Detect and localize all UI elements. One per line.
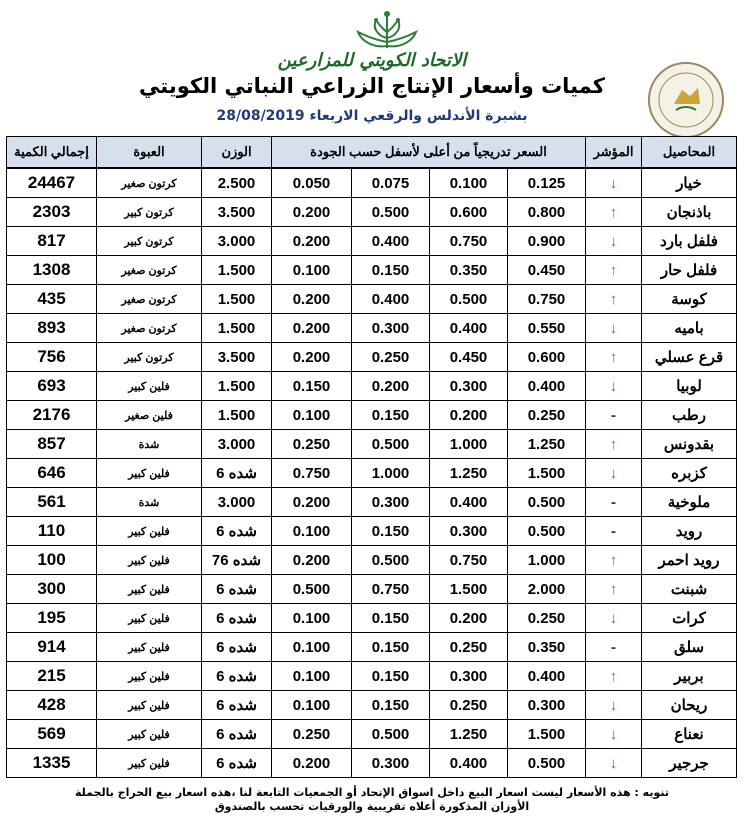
price-grade-2-cell: 0.250 — [430, 691, 508, 720]
price-grade-1-cell: 0.450 — [508, 256, 586, 285]
price-grade-1-cell: 1.500 — [508, 720, 586, 749]
crop-name-cell: لوبيا — [642, 372, 737, 401]
total-quantity-cell: 569 — [7, 720, 97, 749]
weight-cell: 6 شده — [202, 691, 272, 720]
crop-name-cell: كوسة — [642, 285, 737, 314]
price-grade-2-cell: 0.200 — [430, 401, 508, 430]
price-grade-1-cell: 0.300 — [508, 691, 586, 720]
price-grade-2-cell: 0.300 — [430, 517, 508, 546]
price-grade-1-cell: 0.750 — [508, 285, 586, 314]
package-cell: شدة — [97, 430, 202, 459]
crop-name-cell: بربير — [642, 662, 737, 691]
price-grade-3-cell: 0.250 — [352, 343, 430, 372]
table-row — [7, 691, 737, 720]
table-row — [7, 459, 737, 488]
weight-cell: 3.000 — [202, 430, 272, 459]
crop-name-cell: كزبره — [642, 459, 737, 488]
weight-cell: 3.000 — [202, 227, 272, 256]
price-grade-3-cell: 0.500 — [352, 720, 430, 749]
package-cell: فلين كبير — [97, 691, 202, 720]
price-grade-2-cell: 1.000 — [430, 430, 508, 459]
header-package: العبوة — [97, 137, 202, 169]
header-indicator: المؤشر — [586, 137, 642, 169]
table-row — [7, 227, 737, 256]
table-row — [7, 546, 737, 575]
price-grade-4-cell: 0.100 — [272, 633, 352, 662]
total-quantity-cell: 893 — [7, 314, 97, 343]
weight-cell: 6 شده — [202, 720, 272, 749]
weight-cell: 6 شده — [202, 604, 272, 633]
trend-indicator-icon: ↑ — [586, 662, 642, 691]
crop-name-cell: رويد — [642, 517, 737, 546]
package-cell: كرتون كبير — [97, 227, 202, 256]
crop-name-cell: باميه — [642, 314, 737, 343]
crop-name-cell: بقدونس — [642, 430, 737, 459]
trend-indicator-icon: ↑ — [586, 343, 642, 372]
price-grade-4-cell: 0.100 — [272, 517, 352, 546]
crop-name-cell: رويد احمر — [642, 546, 737, 575]
footer-note-line-1: تنويه : هذه الأسعار ليست اسعار البيع داخل اسواق الإتحاد أو الجمعيات التابعة لنا ،هذه اسعار بيع الحراج بالجملة — [75, 786, 669, 799]
crop-name-cell: قرع عسلي — [642, 343, 737, 372]
trend-indicator-icon: ↓ — [586, 720, 642, 749]
footer-note — [0, 786, 744, 814]
table-row — [7, 372, 737, 401]
trend-indicator-icon: ↑ — [586, 285, 642, 314]
package-cell: فلين كبير — [97, 720, 202, 749]
table-row — [7, 401, 737, 430]
price-grade-2-cell: 1.500 — [430, 575, 508, 604]
price-grade-4-cell: 0.100 — [272, 662, 352, 691]
weight-cell: 3.500 — [202, 343, 272, 372]
price-grade-4-cell: 0.200 — [272, 546, 352, 575]
table-row — [7, 749, 737, 778]
total-quantity-cell: 110 — [7, 517, 97, 546]
price-grade-2-cell: 0.750 — [430, 546, 508, 575]
price-grade-1-cell: 0.500 — [508, 749, 586, 778]
trend-indicator-icon: ↓ — [586, 372, 642, 401]
header-crop: المحاصيل — [642, 137, 737, 169]
package-cell: فلين كبير — [97, 749, 202, 778]
table-row — [7, 343, 737, 372]
total-quantity-cell: 1335 — [7, 749, 97, 778]
package-cell: فلين كبير — [97, 372, 202, 401]
price-grade-3-cell: 0.500 — [352, 546, 430, 575]
footer-note-line-2: الأوزان المذكورة أعلاه تقريبية والورقيات تحسب بالصندوق — [214, 800, 530, 813]
price-grade-3-cell: 0.300 — [352, 488, 430, 517]
package-cell: فلين كبير — [97, 662, 202, 691]
total-quantity-cell: 100 — [7, 546, 97, 575]
header-price: السعر تدريجياً من أعلى لأسفل حسب الجودة — [272, 137, 586, 169]
header-total-quantity: إجمالي الكمية — [7, 137, 97, 169]
price-grade-1-cell: 0.400 — [508, 662, 586, 691]
price-grade-1-cell: 0.400 — [508, 372, 586, 401]
package-cell: فلين كبير — [97, 575, 202, 604]
package-cell: فلين كبير — [97, 604, 202, 633]
price-grade-2-cell: 0.400 — [430, 314, 508, 343]
total-quantity-cell: 756 — [7, 343, 97, 372]
price-grade-4-cell: 0.050 — [272, 168, 352, 198]
page-title: كميات وأسعار الإنتاج الزراعي النباتي الكويتي — [139, 74, 605, 98]
table-row — [7, 633, 737, 662]
price-grade-3-cell: 0.150 — [352, 256, 430, 285]
table-row — [7, 662, 737, 691]
price-grade-4-cell: 0.200 — [272, 285, 352, 314]
total-quantity-cell: 817 — [7, 227, 97, 256]
weight-cell: 3.500 — [202, 198, 272, 227]
price-grade-4-cell: 0.100 — [272, 401, 352, 430]
weight-cell: 6 شده — [202, 662, 272, 691]
table-row — [7, 720, 737, 749]
crop-name-cell: كرات — [642, 604, 737, 633]
price-grade-2-cell: 0.750 — [430, 227, 508, 256]
price-grade-2-cell: 0.400 — [430, 488, 508, 517]
crop-name-cell: خيار — [642, 168, 737, 198]
table-row — [7, 256, 737, 285]
trend-indicator-icon: - — [586, 401, 642, 430]
weight-cell: 6 شده — [202, 633, 272, 662]
price-grade-1-cell: 0.550 — [508, 314, 586, 343]
trend-indicator-icon: ↓ — [586, 227, 642, 256]
price-grade-3-cell: 0.300 — [352, 749, 430, 778]
header-weight: الوزن — [202, 137, 272, 169]
price-grade-3-cell: 0.150 — [352, 604, 430, 633]
total-quantity-cell: 24467 — [7, 168, 97, 198]
total-quantity-cell: 561 — [7, 488, 97, 517]
report-date-subtitle: بشبرة الأندلس والرقعي الاربعاء 28/08/2019 — [216, 108, 528, 124]
price-grade-2-cell: 0.350 — [430, 256, 508, 285]
floral-ornament-icon — [352, 8, 422, 52]
table-row — [7, 575, 737, 604]
weight-cell: 6 شده — [202, 459, 272, 488]
total-quantity-cell: 693 — [7, 372, 97, 401]
crop-name-cell: سلق — [642, 633, 737, 662]
trend-indicator-icon: ↓ — [586, 604, 642, 633]
trend-indicator-icon: ↓ — [586, 749, 642, 778]
price-grade-3-cell: 0.200 — [352, 372, 430, 401]
price-grade-2-cell: 1.250 — [430, 459, 508, 488]
total-quantity-cell: 2176 — [7, 401, 97, 430]
total-quantity-cell: 428 — [7, 691, 97, 720]
price-grade-4-cell: 0.100 — [272, 691, 352, 720]
total-quantity-cell: 215 — [7, 662, 97, 691]
price-grade-3-cell: 1.000 — [352, 459, 430, 488]
table-row — [7, 517, 737, 546]
trend-indicator-icon: ↑ — [586, 198, 642, 227]
trend-indicator-icon: ↓ — [586, 314, 642, 343]
price-grade-1-cell: 0.900 — [508, 227, 586, 256]
price-grade-4-cell: 0.100 — [272, 256, 352, 285]
price-grade-2-cell: 0.200 — [430, 604, 508, 633]
crop-name-cell: نعناع — [642, 720, 737, 749]
price-grade-3-cell: 0.075 — [352, 168, 430, 198]
price-grade-4-cell: 0.200 — [272, 227, 352, 256]
price-grade-1-cell: 2.000 — [508, 575, 586, 604]
price-grade-4-cell: 0.750 — [272, 459, 352, 488]
weight-cell: 1.500 — [202, 372, 272, 401]
total-quantity-cell: 300 — [7, 575, 97, 604]
price-grade-2-cell: 0.100 — [430, 168, 508, 198]
union-name: الاتحاد الكويتي للمزارعين — [277, 50, 467, 71]
trend-indicator-icon: - — [586, 488, 642, 517]
table-row — [7, 314, 737, 343]
crop-name-cell: باذنجان — [642, 198, 737, 227]
price-grade-2-cell: 0.450 — [430, 343, 508, 372]
price-table — [6, 136, 737, 778]
package-cell: فلين كبير — [97, 546, 202, 575]
trend-indicator-icon: ↑ — [586, 430, 642, 459]
package-cell: كرتون صغير — [97, 314, 202, 343]
price-grade-3-cell: 0.150 — [352, 633, 430, 662]
table-row — [7, 430, 737, 459]
price-grade-3-cell: 0.150 — [352, 517, 430, 546]
price-grade-1-cell: 0.500 — [508, 517, 586, 546]
total-quantity-cell: 2303 — [7, 198, 97, 227]
price-grade-1-cell: 1.250 — [508, 430, 586, 459]
weight-cell: 76 شده — [202, 546, 272, 575]
package-cell: كرتون صغير — [97, 168, 202, 198]
table-row — [7, 168, 737, 198]
weight-cell: 6 شده — [202, 575, 272, 604]
price-grade-1-cell: 1.000 — [508, 546, 586, 575]
price-grade-2-cell: 0.300 — [430, 372, 508, 401]
table-row — [7, 488, 737, 517]
package-cell: فلين كبير — [97, 459, 202, 488]
weight-cell: 1.500 — [202, 401, 272, 430]
table-row — [7, 604, 737, 633]
price-grade-3-cell: 0.150 — [352, 401, 430, 430]
price-grade-4-cell: 0.500 — [272, 575, 352, 604]
package-cell: فلين كبير — [97, 517, 202, 546]
total-quantity-cell: 914 — [7, 633, 97, 662]
trend-indicator-icon: ↓ — [586, 459, 642, 488]
crop-name-cell: فلفل بارد — [642, 227, 737, 256]
trend-indicator-icon: ↑ — [586, 575, 642, 604]
price-grade-3-cell: 0.500 — [352, 198, 430, 227]
price-grade-3-cell: 0.750 — [352, 575, 430, 604]
price-grade-4-cell: 0.150 — [272, 372, 352, 401]
price-grade-3-cell: 0.150 — [352, 691, 430, 720]
total-quantity-cell: 1308 — [7, 256, 97, 285]
package-cell: كرتون كبير — [97, 198, 202, 227]
table-row — [7, 198, 737, 227]
trend-indicator-icon: ↓ — [586, 691, 642, 720]
price-grade-2-cell: 0.300 — [430, 662, 508, 691]
trend-indicator-icon: - — [586, 633, 642, 662]
total-quantity-cell: 857 — [7, 430, 97, 459]
weight-cell: 1.500 — [202, 285, 272, 314]
package-cell: شدة — [97, 488, 202, 517]
crop-name-cell: ملوخية — [642, 488, 737, 517]
price-grade-1-cell: 0.800 — [508, 198, 586, 227]
price-grade-1-cell: 0.125 — [508, 168, 586, 198]
crop-name-cell: رطب — [642, 401, 737, 430]
price-grade-4-cell: 0.200 — [272, 488, 352, 517]
trend-indicator-icon: ↑ — [586, 546, 642, 575]
weight-cell: 6 شده — [202, 749, 272, 778]
weight-cell: 1.500 — [202, 256, 272, 285]
price-grade-1-cell: 0.500 — [508, 488, 586, 517]
price-grade-3-cell: 0.150 — [352, 662, 430, 691]
price-grade-2-cell: 1.250 — [430, 720, 508, 749]
weight-cell: 6 شده — [202, 517, 272, 546]
price-grade-2-cell: 0.500 — [430, 285, 508, 314]
price-grade-4-cell: 0.200 — [272, 343, 352, 372]
price-grade-3-cell: 0.500 — [352, 430, 430, 459]
table-body — [7, 168, 737, 778]
total-quantity-cell: 195 — [7, 604, 97, 633]
price-grade-1-cell: 1.500 — [508, 459, 586, 488]
price-grade-3-cell: 0.400 — [352, 227, 430, 256]
crop-name-cell: جرجير — [642, 749, 737, 778]
federation-logo-icon — [646, 60, 726, 140]
price-grade-1-cell: 0.250 — [508, 401, 586, 430]
price-grade-2-cell: 0.400 — [430, 749, 508, 778]
weight-cell: 2.500 — [202, 168, 272, 198]
table-header-row — [7, 137, 737, 169]
crop-name-cell: فلفل حار — [642, 256, 737, 285]
report-header — [0, 0, 744, 132]
total-quantity-cell: 646 — [7, 459, 97, 488]
price-grade-2-cell: 0.600 — [430, 198, 508, 227]
price-grade-4-cell: 0.200 — [272, 749, 352, 778]
price-grade-1-cell: 0.250 — [508, 604, 586, 633]
price-grade-4-cell: 0.200 — [272, 314, 352, 343]
price-grade-4-cell: 0.200 — [272, 198, 352, 227]
price-grade-2-cell: 0.250 — [430, 633, 508, 662]
total-quantity-cell: 435 — [7, 285, 97, 314]
package-cell: فلين كبير — [97, 633, 202, 662]
package-cell: كرتون صغير — [97, 256, 202, 285]
trend-indicator-icon: - — [586, 517, 642, 546]
price-grade-3-cell: 0.400 — [352, 285, 430, 314]
crop-name-cell: شبنت — [642, 575, 737, 604]
package-cell: كرتون كبير — [97, 343, 202, 372]
package-cell: فلين صغير — [97, 401, 202, 430]
trend-indicator-icon: ↑ — [586, 256, 642, 285]
table-row — [7, 285, 737, 314]
weight-cell: 1.500 — [202, 314, 272, 343]
trend-indicator-icon: ↓ — [586, 168, 642, 198]
price-grade-4-cell: 0.250 — [272, 720, 352, 749]
price-grade-4-cell: 0.100 — [272, 604, 352, 633]
crop-name-cell: ريحان — [642, 691, 737, 720]
price-grade-1-cell: 0.600 — [508, 343, 586, 372]
price-grade-4-cell: 0.250 — [272, 430, 352, 459]
package-cell: كرتون صغير — [97, 285, 202, 314]
price-grade-3-cell: 0.300 — [352, 314, 430, 343]
weight-cell: 3.000 — [202, 488, 272, 517]
price-grade-1-cell: 0.350 — [508, 633, 586, 662]
